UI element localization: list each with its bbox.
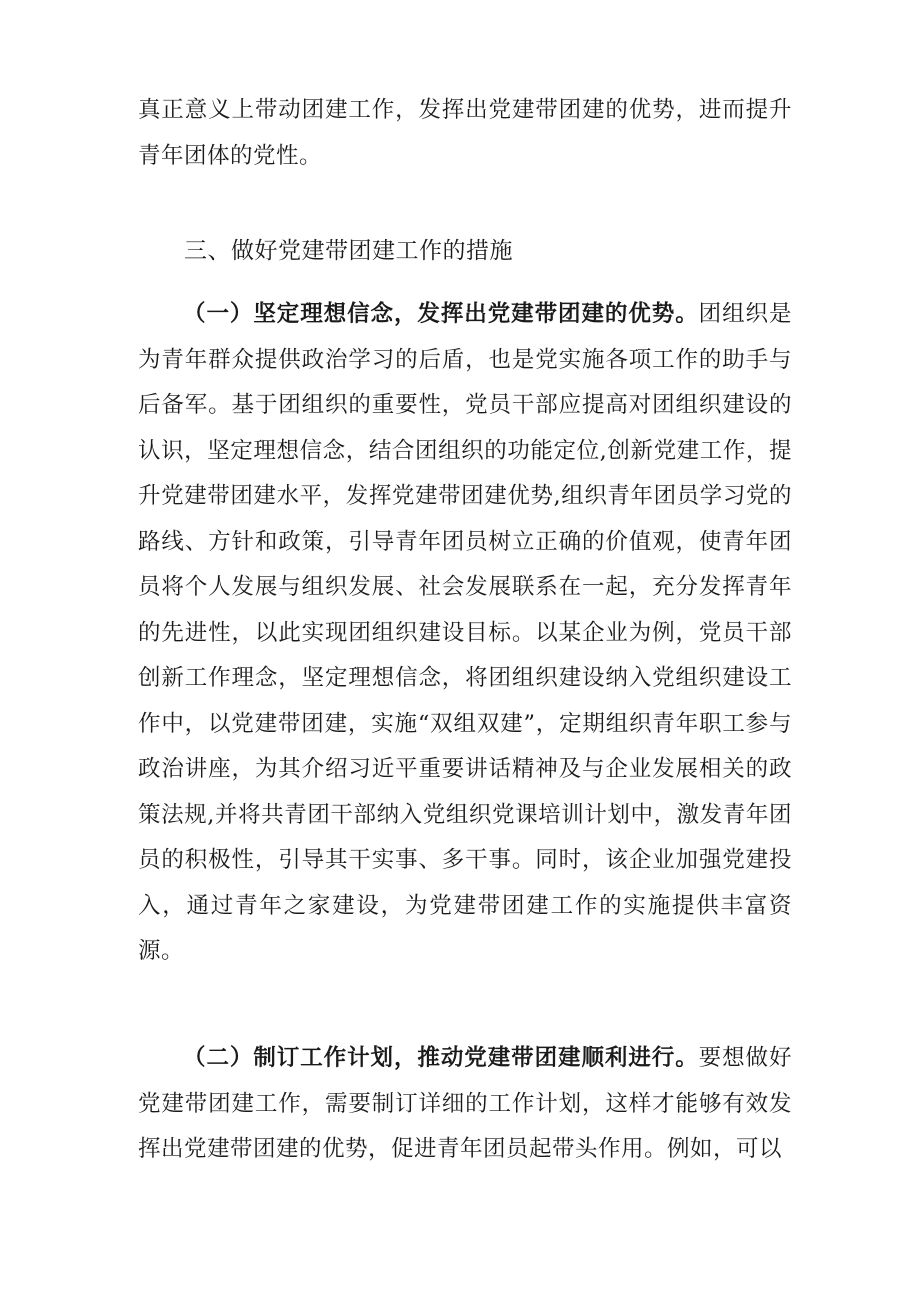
intro-paragraph: 真正意义上带动团建工作，发挥出党建带团建的优势，进而提升青年团体的党性。 (138, 97, 792, 169)
section-heading: 三、做好党建带团建工作的措施 (184, 238, 513, 264)
measure-one-body: 团组织是为青年群众提供政治学习的后盾，也是党实施各项工作的助手与后备军。基于团组织的重要性，党员干部应提高对团组织建设的认识，坚定理想信念，结合团组织的功能定位,创新党建工作，提升党建带团建水平，发挥党建带团建优势,组织青年团员学习党的路线、方针和政策，引导青年团员树立正确的价值观，使青年团员将个人发展与组织发展、社会发展联系在一起，充分发挥青年的先进性，以此实现团组织建设目标。以某企业为例，党员干部创新工作理念，坚定理想信念，将团组织建设纳入党组织建设工作中，以党建带团建，实施“双组双建”，定期组织青年职工参与政治讲座，为其介绍习近平重要讲话精神及与企业发展相关的政策法规,并将共青团干部纳入党组织党课培训计划中，激发青年团员的积极性，引导其干实事、多干事。同时，该企业加强党建投入，通过青年之家建设，为党建带团建工作的实施提供丰富资源。 (138, 301, 792, 964)
measure-one-paragraph (138, 292, 792, 975)
measure-two-body: 要想做好党建带团建工作，需要制订详细的工作计划，这样才能够有效发挥出党建带团建的优势，促进青年团员起带头作用。例如，可以 (138, 1045, 792, 1162)
measure-two-paragraph (138, 1036, 792, 1173)
measure-two-lead: （二）制订工作计划，推动党建带团建顺利进行。 (183, 1045, 699, 1071)
measure-one-lead: （一）坚定理想信念，发挥出党建带团建的优势。 (183, 301, 699, 327)
